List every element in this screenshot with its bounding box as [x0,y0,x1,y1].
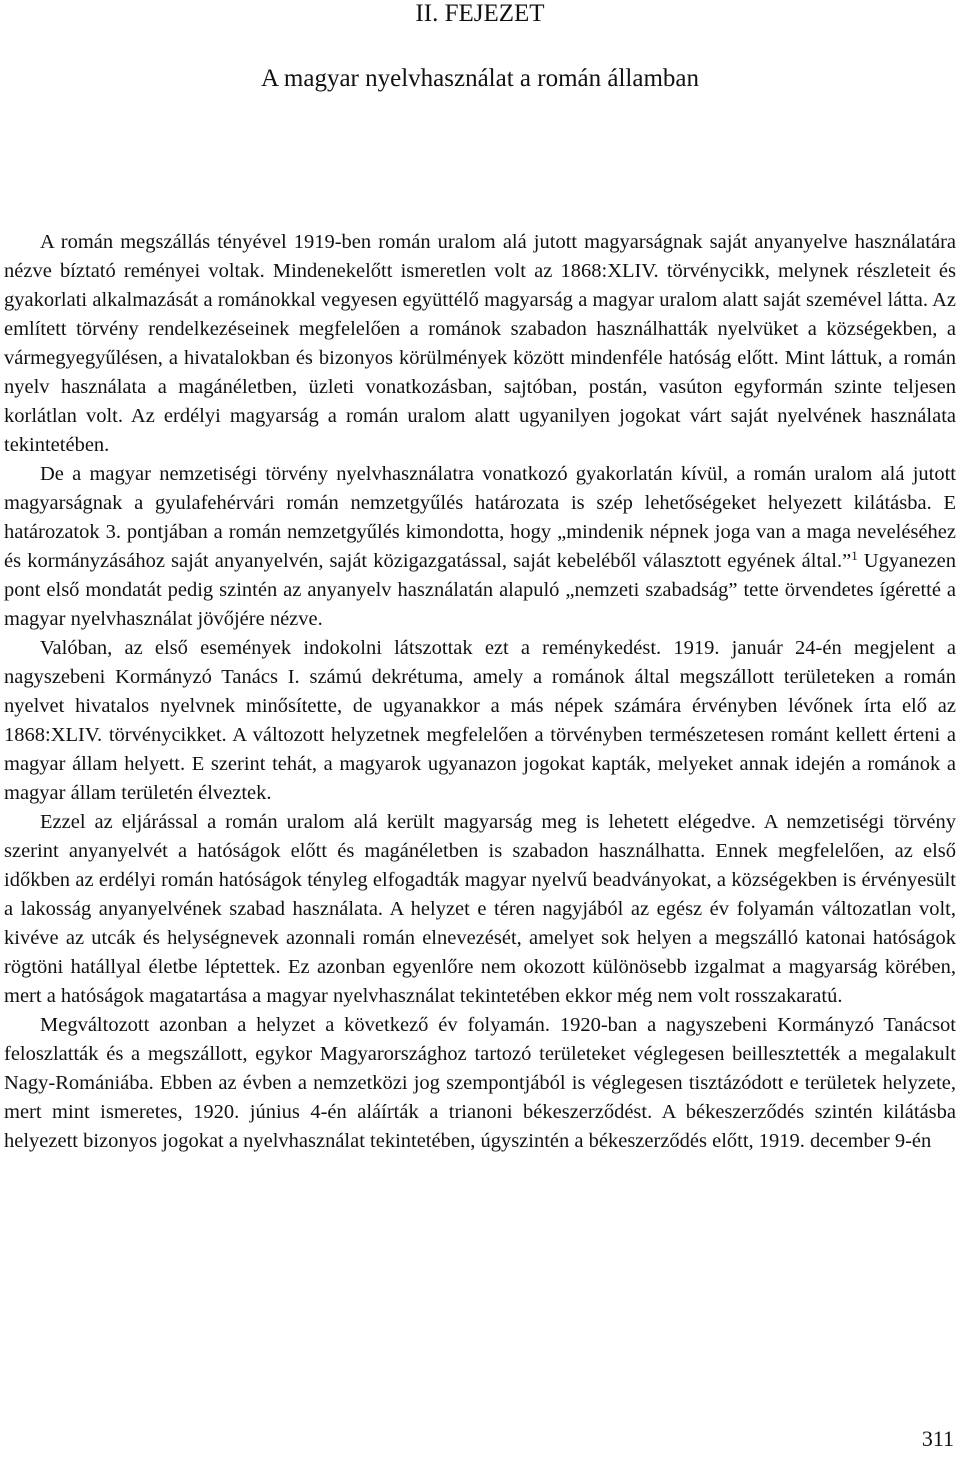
chapter-label: II. FEJEZET [415,0,545,27]
paragraph: Ezzel az eljárással a román uralom alá került magyarság meg is lehetett elégedve. A nemzetiségi törvény szerint anyanyelvét a hatóságok előtt és magánéletben is szabadon használhatta. Ennek megfelelően, az első időkben az erdélyi román hatóságok tényleg elfogadták magyar nyelvű beadványokat, a községekben is érvényesült a lakosság anyanyelvének szabad használata. A helyzet e téren nagyjából az egész év folyamán változatlan volt, kivéve az utcák és helységnevek azonnali román elnevezését, amelyet sok helyen a megszálló katonai hatóságok rögtöni hatállyal életbe léptettek. Ez azonban egyenlőre nem okozott különösebb izgalmat a magyarság körében, mert a hatóságok magatartása a magyar nyelvhasználat tekintetében ekkor még nem volt rosszakaratú. [4,811,956,1007]
paragraph-text-continuation: Ugyanezen pont első mondatát pedig szintén az anyanyelv használatán alapuló „nemzeti szabadság” tette örvendetes ígéretté a magyar nyelvhasználat jövőjére nézve. [4,550,957,630]
chapter-title: A magyar nyelvhasználat a román államban [260,65,700,92]
paragraph [4,460,956,634]
paragraph: A román megszállás tényével 1919-ben román uralom alá jutott magyarságnak saját anyanyelve használatára nézve bíztató reményei voltak. Mindenekelőtt ismeretlen volt az 1868:XLIV. törvénycikk, melynek részleteit és gyakorlati alkalmazását a románokkal vegyesen együttélő magyarság a magyar uralom alatt saját szemével látta. Az említett törvény rendelkezéseinek megfelelően a románok szabadon használhatták nyelvüket a községekben, a vármegyegyűlésen, a hivatalokban és bizonyos körülmények között mindenféle hatóság előtt. Mint láttuk, a román nyelv használata a magánéletben, üzleti vonatkozásban, sajtóban, postán, vasúton egyformán szinte teljesen korlátlan volt. Az erdélyi magyarság a román uralom alatt ugyanilyen jogokat várt saját nyelvének használata tekintetében. [4,231,956,456]
paragraph-text: De a magyar nemzetiségi törvény nyelvhasználatra vonatkozó gyakorlatán kívül, a román uralom alá jutott magyarságnak a gyulafehérvári román nemzetgyűlés határozata is szép lehetőségeket helyezett kilátásba. E határozatok 3. pontjában a román nemzetgyűlés kimondotta, hogy „mindenik népnek joga van a maga neveléséhez és kormányzásához saját anyanyelvén, saját közigazgatással, saját kebeléből választott egyének által.” [4,463,956,572]
page-number: 311 [921,1426,954,1451]
body-text [4,228,956,1156]
paragraph: Valóban, az első események indokolni látszottak ezt a reménykedést. 1919. január 24-én megjelent a nagyszebeni Kormányzó Tanács I. számú dekrétuma, amely a románok által megszállott területeken a román nyelvet hivatalos nyelvnek minősítette, de ugyanakkor a más népek számára érvényben lévőnek írta elő az 1868:XLIV. törvénycikket. A változott helyzetnek megfelelően a törvényben természetesen románt kellett érteni a magyar állam helyett. E szerint tehát, a magyarok ugyanazon jogokat kapták, melyeket annak idején a románok a magyar állam területén élveztek. [4,637,956,804]
footnote-marker: 1 [851,548,858,563]
paragraph: Megváltozott azonban a helyzet a következő év folyamán. 1920-ban a nagyszebeni Kormányzó Tanácsot feloszlatták és a megszállott, egykor Magyarországhoz tartozó területeket véglegesen beillesztették a megalakult Nagy-Romániába. Ebben az évben a nemzetközi jog szempontjából is véglegesen tisztázódott e területek helyzete, mert mint ismeretes, 1920. június 4-én aláírták a trianoni békeszerződést. A békeszerződés szintén kilátásba helyezett bizonyos jogokat a nyelvhasználat tekintetében, úgyszintén a békeszerződés előtt, 1919. december 9-én [4,1014,956,1152]
